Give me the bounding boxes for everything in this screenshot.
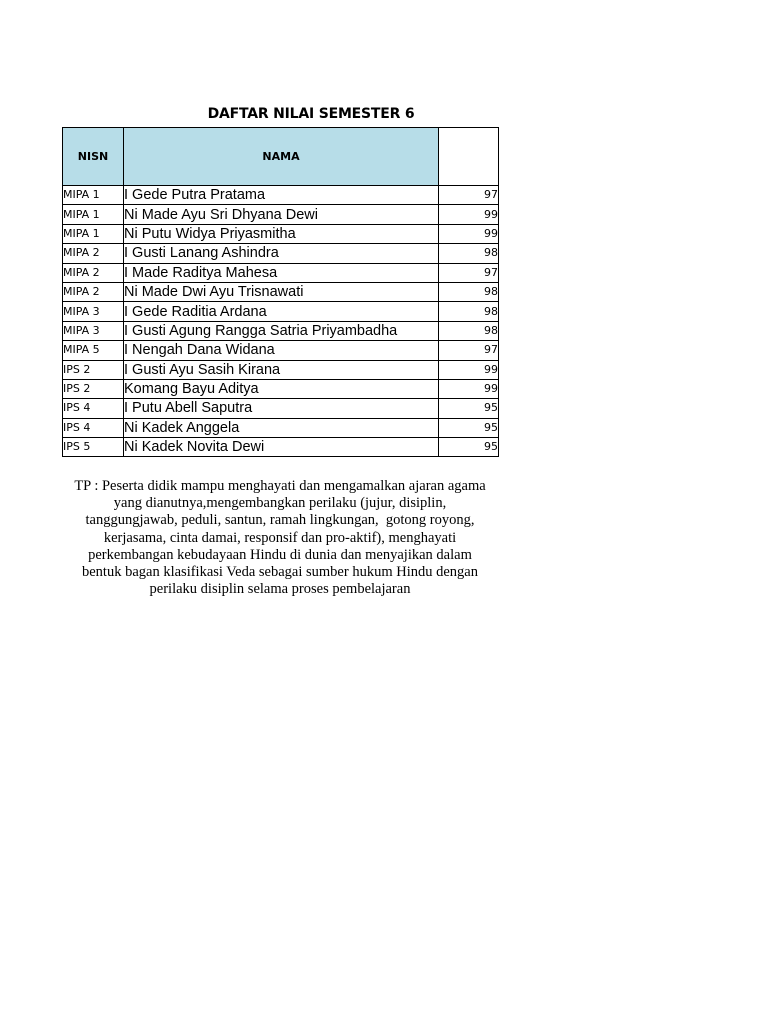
cell-score: 97 bbox=[439, 341, 499, 360]
table-row bbox=[63, 379, 499, 398]
cell-nisn: MIPA 1 bbox=[63, 224, 124, 243]
column-header-nisn: NISN bbox=[63, 128, 124, 186]
cell-score: 98 bbox=[439, 302, 499, 321]
learning-objective-line: tanggungjawab, peduli, santun, ramah lingkungan, gotong royong, bbox=[85, 512, 475, 529]
cell-nama: Ni Kadek Anggela bbox=[124, 418, 439, 437]
cell-nama: Ni Made Ayu Sri Dhyana Dewi bbox=[124, 205, 439, 224]
table-row bbox=[63, 302, 499, 321]
cell-nisn: IPS 4 bbox=[63, 418, 124, 437]
table-row bbox=[63, 360, 499, 379]
cell-score: 99 bbox=[439, 360, 499, 379]
cell-nisn: MIPA 1 bbox=[63, 205, 124, 224]
table-row bbox=[63, 263, 499, 282]
cell-score: 97 bbox=[439, 186, 499, 205]
cell-nama: I Gede Raditia Ardana bbox=[124, 302, 439, 321]
table-body bbox=[63, 186, 499, 457]
cell-nisn: MIPA 3 bbox=[63, 302, 124, 321]
table-row bbox=[63, 321, 499, 340]
grades-table bbox=[62, 127, 499, 457]
page-title: DAFTAR NILAI SEMESTER 6 bbox=[207, 106, 415, 122]
column-header-nama: NAMA bbox=[124, 128, 439, 186]
cell-nama: I Made Raditya Mahesa bbox=[124, 263, 439, 282]
cell-nama: I Putu Abell Saputra bbox=[124, 399, 439, 418]
table-row bbox=[63, 282, 499, 301]
cell-score: 99 bbox=[439, 224, 499, 243]
cell-nama: I Gusti Lanang Ashindra bbox=[124, 244, 439, 263]
cell-nama: I Gusti Ayu Sasih Kirana bbox=[124, 360, 439, 379]
learning-objective-text bbox=[62, 478, 498, 598]
cell-score: 95 bbox=[439, 438, 499, 457]
learning-objective-line: perkembangan kebudayaan Hindu di dunia dan menyajikan dalam bbox=[88, 546, 472, 563]
cell-nisn: MIPA 2 bbox=[63, 244, 124, 263]
cell-score: 98 bbox=[439, 244, 499, 263]
cell-score: 98 bbox=[439, 282, 499, 301]
cell-score: 99 bbox=[439, 205, 499, 224]
cell-nisn: MIPA 2 bbox=[63, 282, 124, 301]
table-row bbox=[63, 399, 499, 418]
cell-nama: I Nengah Dana Widana bbox=[124, 341, 439, 360]
learning-objective-line: perilaku disiplin selama proses pembelajaran bbox=[149, 581, 411, 598]
column-header-score bbox=[439, 128, 499, 186]
cell-nisn: MIPA 2 bbox=[63, 263, 124, 282]
cell-nama: Ni Kadek Novita Dewi bbox=[124, 438, 439, 457]
learning-objective-line: yang dianutnya,mengembangkan perilaku (jujur, disiplin, bbox=[113, 495, 447, 512]
cell-nisn: MIPA 5 bbox=[63, 341, 124, 360]
table-header-row bbox=[63, 128, 499, 186]
table-row bbox=[63, 244, 499, 263]
cell-nama: Ni Putu Widya Priyasmitha bbox=[124, 224, 439, 243]
cell-score: 95 bbox=[439, 399, 499, 418]
table-row bbox=[63, 205, 499, 224]
cell-nisn: IPS 5 bbox=[63, 438, 124, 457]
cell-nisn: IPS 2 bbox=[63, 379, 124, 398]
cell-nama: I Gede Putra Pratama bbox=[124, 186, 439, 205]
cell-nama: Komang Bayu Aditya bbox=[124, 379, 439, 398]
cell-score: 99 bbox=[439, 379, 499, 398]
cell-nama: I Gusti Agung Rangga Satria Priyambadha bbox=[124, 321, 439, 340]
table-row bbox=[63, 438, 499, 457]
learning-objective-line: kerjasama, cinta damai, responsif dan pro-aktif), menghayati bbox=[103, 529, 457, 546]
cell-nisn: MIPA 1 bbox=[63, 186, 124, 205]
cell-nisn: IPS 2 bbox=[63, 360, 124, 379]
cell-nama: Ni Made Dwi Ayu Trisnawati bbox=[124, 282, 439, 301]
cell-score: 97 bbox=[439, 263, 499, 282]
cell-nisn: IPS 4 bbox=[63, 399, 124, 418]
cell-nisn: MIPA 3 bbox=[63, 321, 124, 340]
table-row bbox=[63, 224, 499, 243]
table-row bbox=[63, 341, 499, 360]
learning-objective-line: TP : Peserta didik mampu menghayati dan mengamalkan ajaran agama bbox=[74, 478, 486, 494]
cell-score: 95 bbox=[439, 418, 499, 437]
learning-objective-line: bentuk bagan klasifikasi Veda sebagai sumber hukum Hindu dengan bbox=[82, 564, 478, 581]
cell-score: 98 bbox=[439, 321, 499, 340]
table-row bbox=[63, 418, 499, 437]
table-row bbox=[63, 186, 499, 205]
